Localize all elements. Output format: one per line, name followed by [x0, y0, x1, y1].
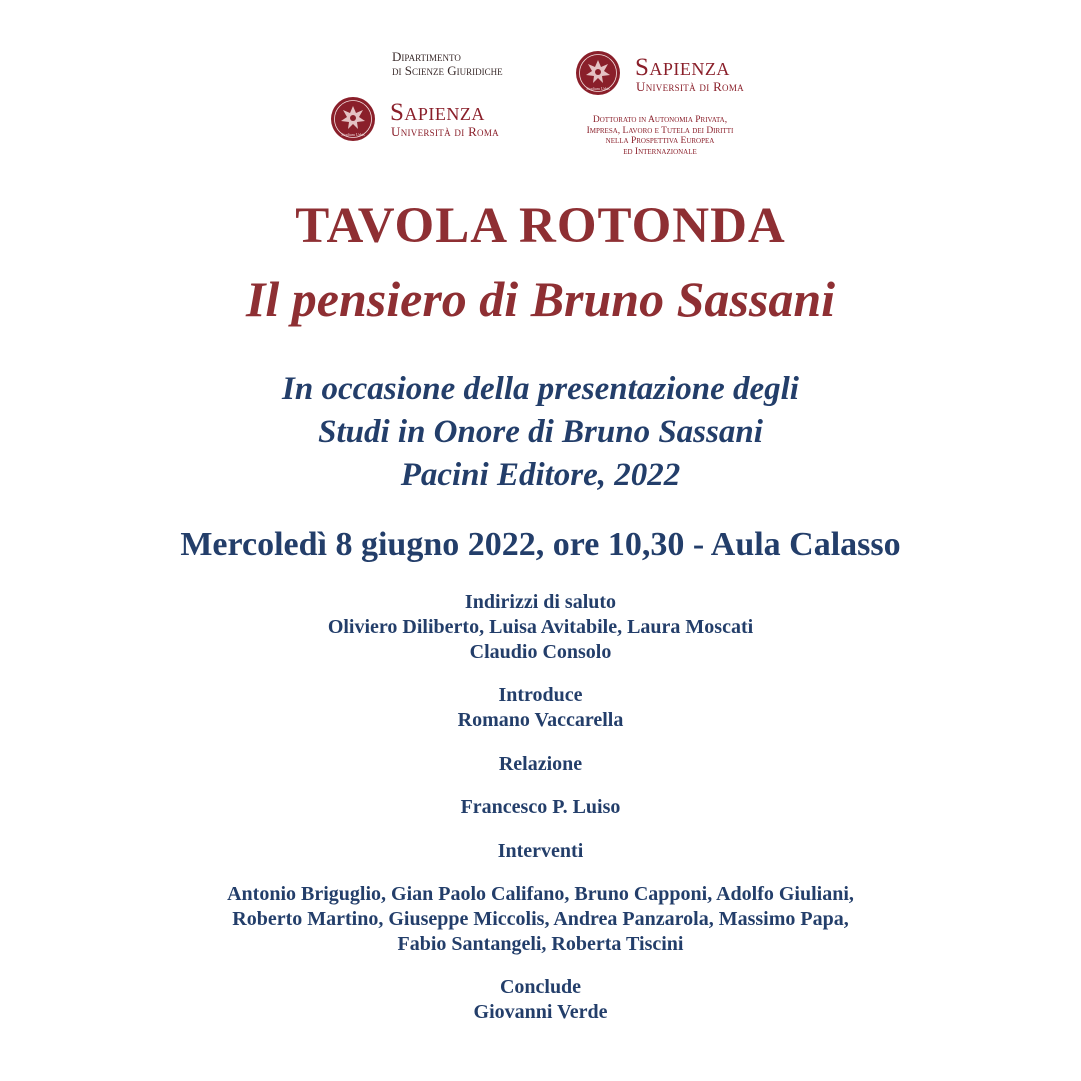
- doctorate-line: nella Prospettiva Europea: [605, 136, 715, 146]
- interventi-names: Fabio Santangeli, Roberta Tiscini: [397, 933, 684, 955]
- event-subtitle: Il pensiero di Bruno Sassani: [245, 271, 836, 327]
- doctorate-line: ed Internazionale: [623, 146, 697, 157]
- conclude-label: Conclude: [499, 976, 582, 998]
- right-brand-subtitle: Università di Roma: [636, 79, 744, 94]
- department-name-line2: di Scienze Giuridiche: [392, 63, 503, 78]
- occasion-line: In occasione della presentazione degli: [282, 371, 799, 407]
- introduce-name: Romano Vaccarella: [457, 709, 624, 731]
- doctorate-line: Dottorato in Autonomia Privata,: [592, 115, 728, 125]
- sapienza-seal-icon-right: [575, 50, 621, 96]
- event-date-location: Mercoledì 8 giugno 2022, ore 10,30 - Aula Calasso: [180, 526, 901, 563]
- occasion-line: Studi in Onore di Bruno Sassani: [318, 414, 763, 450]
- left-brand-subtitle: Università di Roma: [391, 124, 499, 139]
- right-brand-name: Sapienza: [635, 54, 730, 81]
- doctorate-line: Impresa, Lavoro e Tutela dei Diritti: [586, 125, 734, 136]
- interventi-names: Antonio Briguglio, Gian Paolo Califano, Bruno Capponi, Adolfo Giuliani,: [227, 883, 854, 905]
- department-name-line1: Dipartimento: [392, 49, 461, 64]
- sapienza-seal-icon: [330, 96, 376, 142]
- greetings-names: Oliviero Diliberto, Luisa Avitabile, Laura Moscati: [327, 616, 754, 638]
- seal-text-right: Studium Urbis: [586, 86, 610, 91]
- occasion-line: Pacini Editore, 2022: [400, 457, 681, 493]
- seal-text: Studium Urbis: [341, 132, 365, 137]
- interventi-names: Roberto Martino, Giuseppe Miccolis, Andrea Panzarola, Massimo Papa,: [232, 908, 849, 930]
- doctorate-program: [560, 115, 760, 157]
- event-title: TAVOLA ROTONDA: [295, 198, 786, 254]
- interventi-label: Interventi: [497, 840, 584, 862]
- left-brand-name: Sapienza: [390, 99, 485, 126]
- relazione-name: Francesco P. Luiso: [460, 796, 621, 818]
- greetings-label: Indirizzi di saluto: [464, 591, 617, 613]
- introduce-label: Introduce: [498, 684, 583, 706]
- greetings-names: Claudio Consolo: [469, 641, 612, 663]
- conclude-name: Giovanni Verde: [473, 1001, 608, 1023]
- relazione-label: Relazione: [498, 753, 583, 775]
